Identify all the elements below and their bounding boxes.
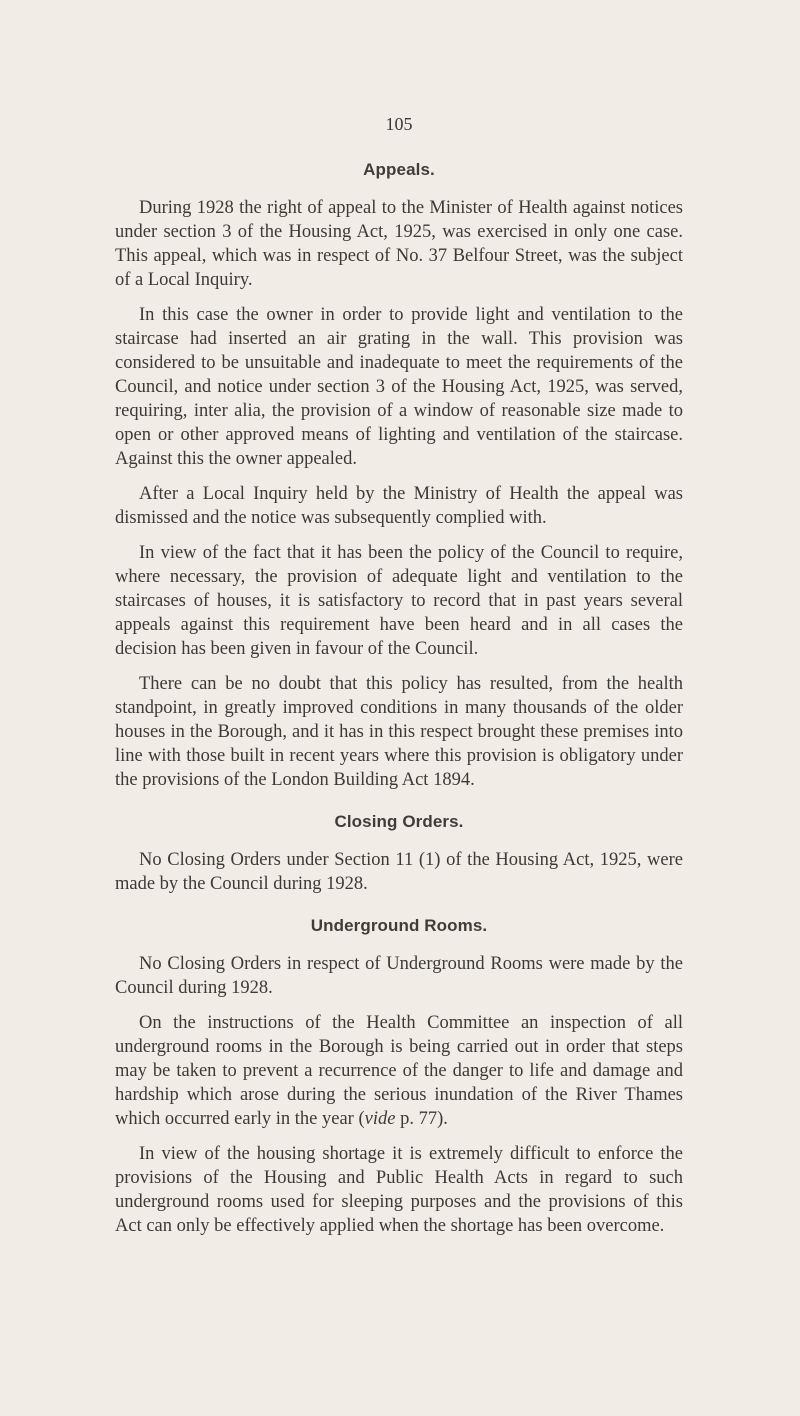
inspection-text-before: On the instructions of the Health Committee an inspection of all underground rooms in the Borough is being carried out in order that steps may be taken to prevent a recurrence of the danger to life and damage and hardship which arose during the serious inundation of the River Thames which occurred early in the year ( (115, 1013, 683, 1129)
underground-rooms-heading: Underground Rooms. (310, 916, 488, 935)
page-number: 105 (385, 114, 413, 134)
appeals-paragraph-5: There can be no doubt that this policy has resulted, from the health standpoint, in greatly improved conditions in many thousands of the older houses in the Borough, and it has in this respect brought these premises into line with those built in recent years where this provision is obligatory under the provisions of the London Building Act 1894. (115, 674, 683, 790)
underground-rooms-paragraph-2 (115, 1011, 683, 1131)
vide-reference: vide (364, 1109, 396, 1129)
underground-rooms-paragraph-1: No Closing Orders in respect of Underground Rooms were made by the Council during 1928. (115, 954, 683, 998)
appeals-heading: Appeals. (363, 160, 435, 179)
closing-orders-paragraph: No Closing Orders under Section 11 (1) of the Housing Act, 1925, were made by the Council during 1928. (115, 850, 683, 894)
appeals-section (115, 158, 683, 792)
appeals-paragraph-2: In this case the owner in order to provide light and ventilation to the staircase had inserted an air grating in the wall. This provision was considered to be unsuitable and inadequate to meet the requirements of the Council, and notice under section 3 of the Housing Act, 1925, was served, requiring, inter alia, the provision of a window of reasonable size made to open or other approved means of lighting and ventilation of the staircase. Against this the owner appealed. (115, 305, 683, 469)
appeals-paragraph-4: In view of the fact that it has been the policy of the Council to require, where necessary, the provision of adequate light and ventilation to the staircases of houses, it is satisfactory to record that in past years several appeals against this requirement have been heard and in all cases the decision has been given in favour of the Council. (115, 543, 683, 659)
underground-rooms-paragraph-3: In view of the housing shortage it is extremely difficult to enforce the provisions of the Housing and Public Health Acts in regard to such underground rooms used for sleeping purposes and the provisions of this Act can only be effectively applied when the shortage has been overcome. (115, 1144, 683, 1236)
inspection-text-after: p. 77). (395, 1109, 448, 1129)
closing-orders-section (115, 810, 683, 896)
appeals-paragraph-3: After a Local Inquiry held by the Ministry of Health the appeal was dismissed and the notice was subsequently complied with. (115, 484, 683, 528)
appeals-paragraph-1: During 1928 the right of appeal to the Minister of Health against notices under section 3 of the Housing Act, 1925, was exercised in only one case. This appeal, which was in respect of No. 37 Belfour Street, was the subject of a Local Inquiry. (115, 198, 683, 290)
underground-rooms-section (115, 914, 683, 1238)
closing-orders-heading: Closing Orders. (334, 812, 464, 831)
page-content (115, 100, 683, 1238)
